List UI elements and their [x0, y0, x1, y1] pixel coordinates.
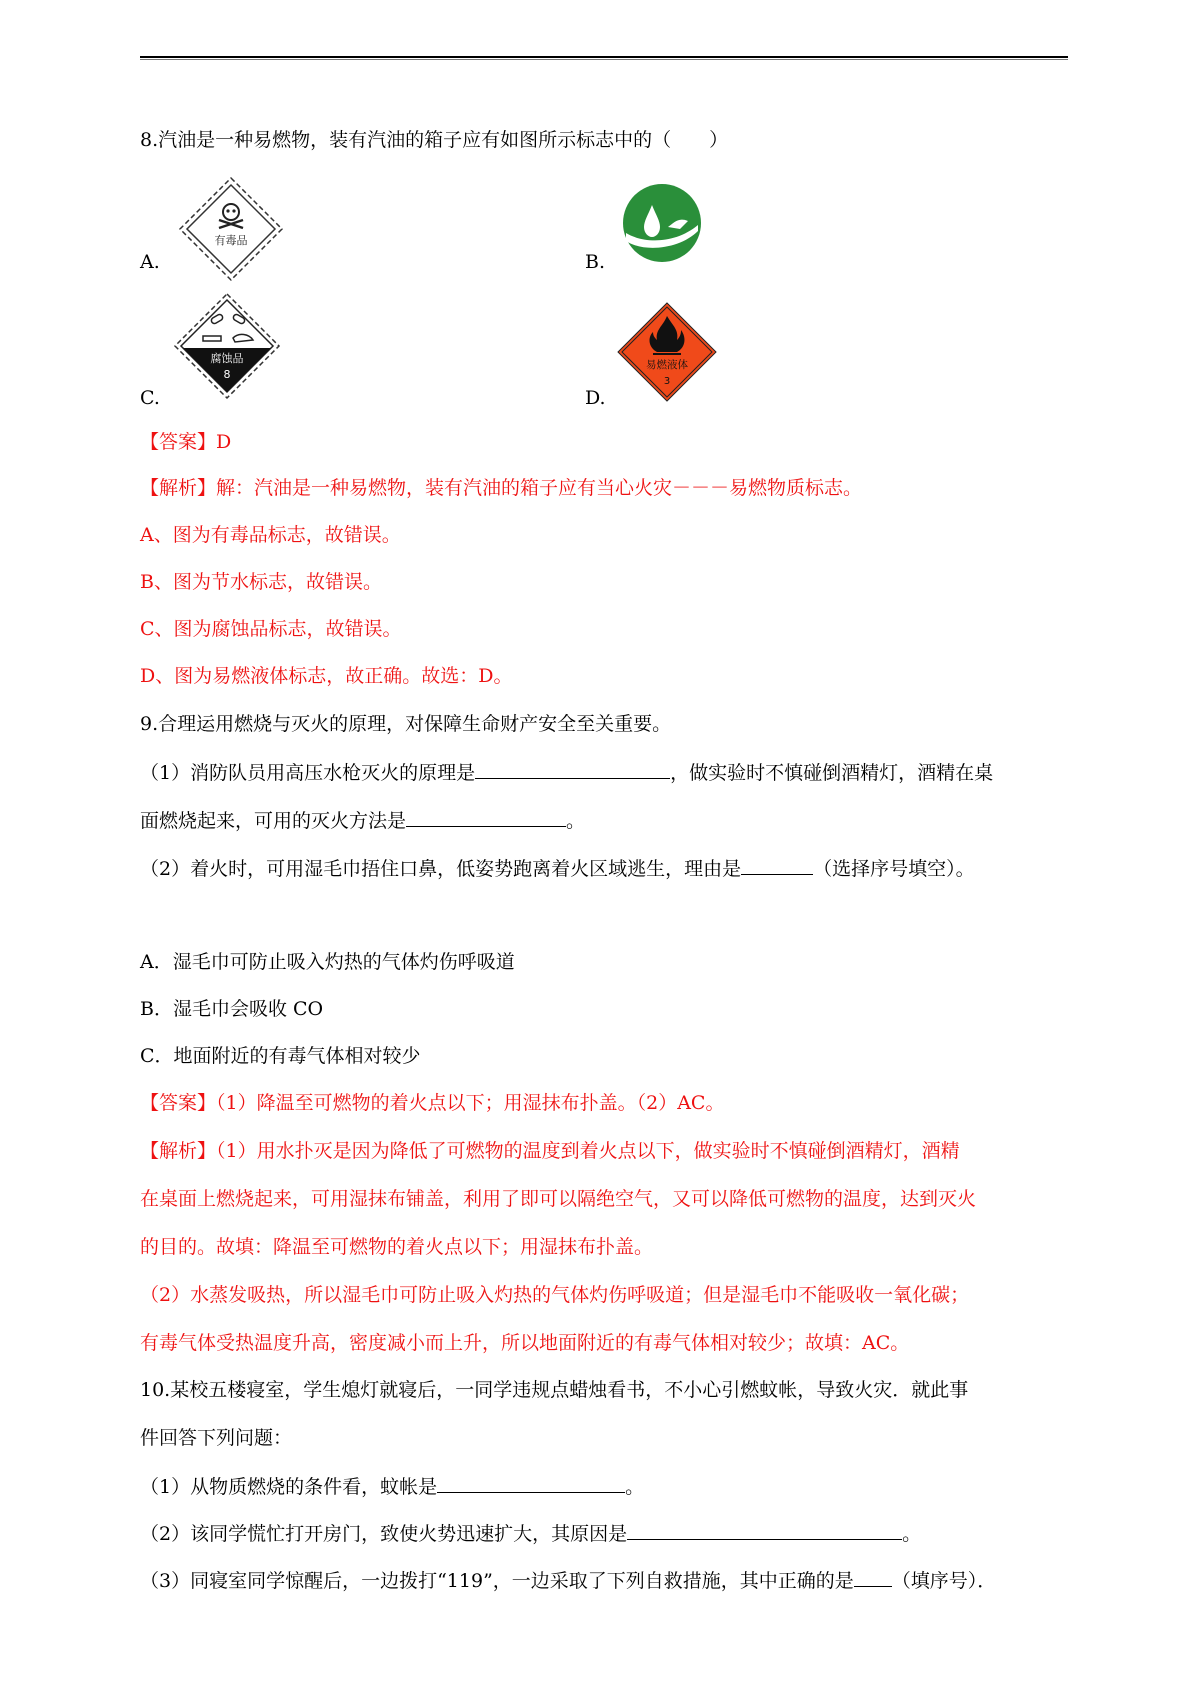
q8-answer	[140, 430, 231, 454]
q9-part1-text: 面燃烧起来，可用的灭火方法是	[140, 810, 407, 832]
q9-analysis	[140, 1139, 960, 1163]
q9-part1-text: ，做实验时不慎碰倒酒精灯，酒精在桌	[670, 762, 994, 784]
answer-blank[interactable]	[406, 808, 566, 827]
q9-part1	[140, 760, 993, 785]
q9-stem: 9.合理运用燃烧与灭火的原理，对保障生命财产安全至关重要。	[140, 713, 672, 735]
option-a-label: A.	[140, 251, 160, 273]
q8-analysis	[140, 476, 862, 500]
q10-part1-text: （1）从物质燃烧的条件看，蚊帐是	[140, 1476, 438, 1498]
q8-analysis-line: C、图为腐蚀品标志，故错误。	[140, 618, 402, 640]
q8-analysis-line: B、图为节水标志，故错误。	[140, 571, 382, 593]
q9-analysis-line: 的目的。故填：降温至可燃物的着火点以下；用湿抹布扑盖。	[140, 1236, 654, 1258]
answer-tag: 【答案】	[140, 431, 217, 453]
q10-part3-text: （填序号）．	[891, 1570, 997, 1592]
svg-text:有毒品: 有毒品	[214, 234, 248, 247]
header-rule-thin	[140, 59, 1068, 60]
q9-choice: C．地面附近的有毒气体相对较少	[140, 1045, 421, 1067]
q9-analysis-line: 在桌面上燃烧起来，可用湿抹布铺盖，利用了即可以隔绝空气，又可以降低可燃物的温度，达到灭火	[140, 1188, 977, 1210]
q10-stem: 10.某校五楼寝室，学生熄灯就寝后，一同学违规点蜡烛看书，不小心引燃蚊帐，导致火灾．就此事	[140, 1379, 969, 1401]
answer-value: （1）降温至可燃物的着火点以下；用湿抹布扑盖。（2）AC。	[216, 1092, 725, 1114]
q8-analysis-line: D、图为易燃液体标志，故正确。故选：D。	[140, 665, 513, 687]
analysis-text: 解：汽油是一种易燃物，装有汽油的箱子应有当心火灾－－－易燃物质标志。	[216, 477, 863, 499]
analysis-text: （1）用水扑灭是因为降低了可燃物的温度到着火点以下，做实验时不慎碰倒酒精灯，酒精	[216, 1140, 960, 1162]
q10-part3-text: （3）同寝室同学惊醒后，一边拨打“119”，一边采取了下列自救措施，其中正确的是	[140, 1570, 854, 1592]
answer-value: D	[216, 431, 232, 453]
q10-part2-text: 。	[902, 1523, 922, 1545]
header-rule	[140, 56, 1068, 58]
q9-part2	[140, 856, 975, 881]
q9-part1-text: （1）消防队员用高压水枪灭火的原理是	[140, 762, 476, 784]
svg-text:8: 8	[223, 368, 231, 381]
q9-choice: A．湿毛巾可防止吸入灼热的气体灼伤呼吸道	[140, 951, 515, 973]
q9-part1-text: 。	[566, 810, 586, 832]
option-d-label: D.	[585, 387, 606, 409]
q8-stem: 8.汽油是一种易燃物，装有汽油的箱子应有如图所示标志中的（ ）	[140, 129, 729, 151]
toxic-sign-icon	[178, 176, 284, 286]
q9-answer	[140, 1091, 724, 1115]
water-saving-sign-icon	[622, 183, 702, 267]
q9-part2-text: （2）着火时，可用湿毛巾捂住口鼻，低姿势跑离着火区域逃生，理由是	[140, 858, 742, 880]
q9-part1-cont	[140, 808, 585, 833]
answer-blank[interactable]	[741, 856, 813, 875]
analysis-tag: 【解析】	[140, 1140, 217, 1162]
answer-blank[interactable]	[475, 760, 670, 779]
option-c-label: C.	[140, 387, 160, 409]
q10-part2	[140, 1521, 921, 1546]
analysis-tag: 【解析】	[140, 477, 217, 499]
q10-part1	[140, 1474, 644, 1499]
answer-blank[interactable]	[437, 1474, 625, 1493]
svg-text:易燃液体: 易燃液体	[646, 359, 688, 371]
answer-blank[interactable]	[627, 1521, 902, 1540]
answer-tag: 【答案】	[140, 1092, 217, 1114]
q10-stem-cont: 件回答下列问题：	[140, 1427, 293, 1449]
q10-part3	[140, 1568, 996, 1593]
corrosive-sign-icon	[173, 292, 281, 404]
flammable-liquid-sign-icon	[617, 302, 717, 406]
q9-choice: B．湿毛巾会吸收 CO	[140, 998, 324, 1020]
q10-part1-text: 。	[625, 1476, 645, 1498]
q10-part2-text: （2）该同学慌忙打开房门，致使火势迅速扩大，其原因是	[140, 1523, 628, 1545]
svg-text:腐蚀品: 腐蚀品	[210, 352, 244, 365]
q9-analysis-line: （2）水蒸发吸热，所以湿毛巾可防止吸入灼热的气体灼伤呼吸道；但是湿毛巾不能吸收一氧化碳；	[140, 1284, 970, 1306]
option-b-label: B.	[585, 251, 606, 273]
q9-analysis-line: 有毒气体受热温度升高，密度减小而上升，所以地面附近的有毒气体相对较少；故填：AC。	[140, 1332, 910, 1354]
q9-part2-text: （选择序号填空）。	[813, 858, 975, 880]
q8-analysis-line: A、图为有毒品标志，故错误。	[140, 524, 401, 546]
answer-blank[interactable]	[854, 1568, 892, 1587]
svg-text:3: 3	[663, 376, 671, 387]
